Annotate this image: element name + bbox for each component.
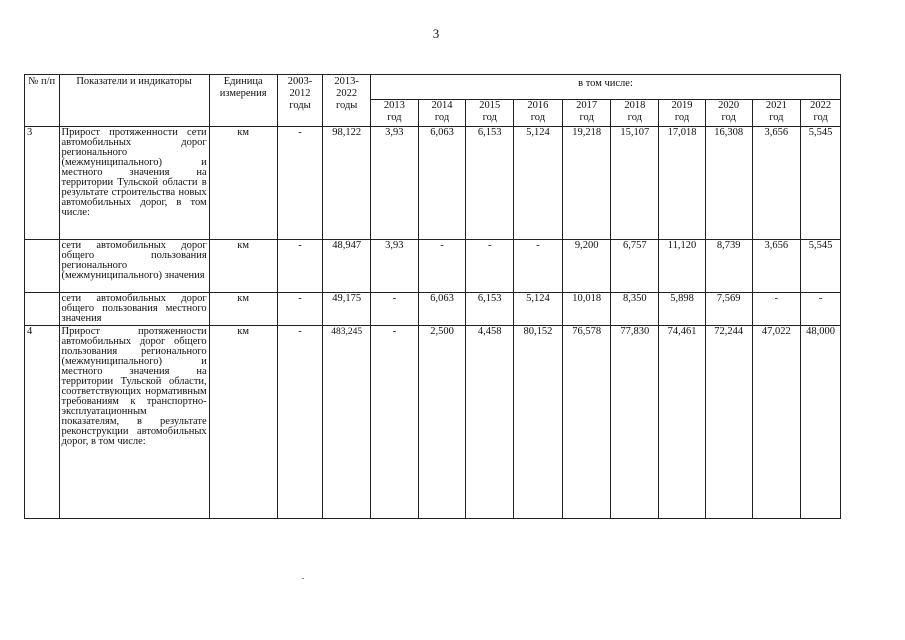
row-value-2013-2022: 483,245 — [323, 326, 371, 519]
row-value-year: 5,545 — [801, 240, 841, 293]
header-year: 2013 год — [371, 100, 419, 127]
row-value-year: 3,656 — [752, 127, 801, 240]
row-value-year: 17,018 — [659, 127, 706, 240]
header-year: 2018 год — [611, 100, 659, 127]
row-value-year: 74,461 — [659, 326, 706, 519]
row-value-2013-2022: 48,947 — [323, 240, 371, 293]
table-row — [25, 240, 841, 293]
row-value-year: - — [752, 293, 801, 326]
row-value-year: 6,153 — [466, 127, 514, 240]
table-row — [25, 293, 841, 326]
row-value-year: 16,308 — [705, 127, 752, 240]
row-value-year: 8,739 — [705, 240, 752, 293]
row-unit: км — [209, 240, 277, 293]
page-number: 3 — [432, 26, 440, 41]
row-value-year: 15,107 — [611, 127, 659, 240]
row-value-year: 47,022 — [752, 326, 801, 519]
row-value-year: 5,545 — [801, 127, 841, 240]
row-value-year: 9,200 — [562, 240, 611, 293]
row-value-2013-2022: 98,122 — [323, 127, 371, 240]
header-including: в том числе: — [371, 75, 841, 100]
row-value-year: 19,218 — [562, 127, 611, 240]
table-row — [25, 127, 841, 240]
header-num: № п/п — [25, 75, 60, 127]
header-year: 2016 год — [514, 100, 563, 127]
row-indicator-text: Прирост протяженности сети автомобильных дорог регионального (межмуниципального) и местного значения на территории Тульской области в результате строительства новых автомобильных дорог, в том числе: — [59, 127, 209, 240]
header-indicators: Показатели и индикаторы — [59, 75, 209, 127]
header-period-2013-2022: 2013-2022 годы — [323, 75, 371, 127]
row-value-2003-2012: - — [277, 326, 323, 519]
row-value-year: - — [466, 240, 514, 293]
row-number — [25, 293, 60, 326]
row-value-2003-2012: - — [277, 127, 323, 240]
row-value-year: 5,124 — [514, 293, 563, 326]
row-indicator-text: сети автомобильных дорог общего пользования регионального (межмуниципального) значения — [59, 240, 209, 293]
row-value-year: 72,244 — [705, 326, 752, 519]
header-year: 2020 год — [705, 100, 752, 127]
row-value-year: 3,656 — [752, 240, 801, 293]
row-value-year: 48,000 — [801, 326, 841, 519]
header-period-2003-2012: 2003-2012 годы — [277, 75, 323, 127]
row-value-year: 6,153 — [466, 293, 514, 326]
row-value-year: 8,350 — [611, 293, 659, 326]
header-year: 2017 год — [562, 100, 611, 127]
row-value-year: 6,063 — [418, 127, 466, 240]
row-unit: км — [209, 127, 277, 240]
row-unit: км — [209, 293, 277, 326]
row-value-year: - — [418, 240, 466, 293]
row-number: 4 — [25, 326, 60, 519]
row-value-year: 3,93 — [371, 127, 419, 240]
row-value-year: 6,063 — [418, 293, 466, 326]
header-year: 2019 год — [659, 100, 706, 127]
row-value-year: - — [371, 326, 419, 519]
row-number: 3 — [25, 127, 60, 240]
header-year: 2014 год — [418, 100, 466, 127]
indicators-table — [24, 74, 841, 519]
row-value-year: 76,578 — [562, 326, 611, 519]
row-value-year: - — [371, 293, 419, 326]
row-value-year: 4,458 — [466, 326, 514, 519]
row-value-year: 6,757 — [611, 240, 659, 293]
scan-speck — [302, 578, 304, 579]
row-value-2003-2012: - — [277, 240, 323, 293]
row-value-year: 5,124 — [514, 127, 563, 240]
row-value-year: 3,93 — [371, 240, 419, 293]
row-value-year: 5,898 — [659, 293, 706, 326]
row-value-year: 7,569 — [705, 293, 752, 326]
table-row — [25, 326, 841, 519]
row-unit: км — [209, 326, 277, 519]
row-value-year: 77,830 — [611, 326, 659, 519]
row-indicator-text: сети автомобильных дорог общего пользования местного значения — [59, 293, 209, 326]
row-value-2013-2022: 49,175 — [323, 293, 371, 326]
header-year: 2021 год — [752, 100, 801, 127]
row-indicator-text: Прирост протяженности автомобильных дорог общего пользования регионального (межмуниципального) и местного значения на территории Тульской области, соответствующих нормативным требованиям к транспортно-эксплуатационным показателям, в результате реконструкции автомобильных дорог, в том числе: — [59, 326, 209, 519]
row-value-year: - — [801, 293, 841, 326]
header-year: 2015 год — [466, 100, 514, 127]
row-value-year: 2,500 — [418, 326, 466, 519]
row-value-year: 11,120 — [659, 240, 706, 293]
row-value-year: 10,018 — [562, 293, 611, 326]
header-unit: Единица измерения — [209, 75, 277, 127]
header-year: 2022 год — [801, 100, 841, 127]
row-value-year: 80,152 — [514, 326, 563, 519]
row-number — [25, 240, 60, 293]
row-value-year: - — [514, 240, 563, 293]
row-value-2003-2012: - — [277, 293, 323, 326]
